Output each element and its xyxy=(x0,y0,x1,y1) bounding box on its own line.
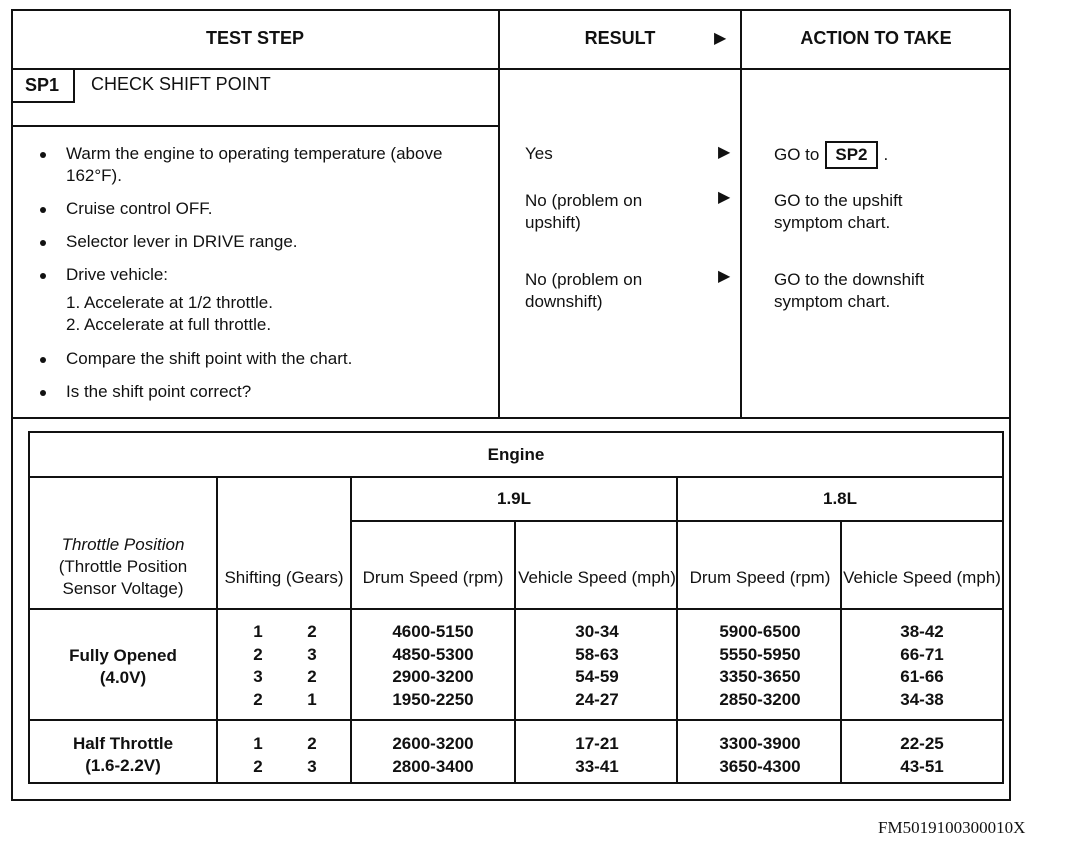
arrow-right-icon: ▶ xyxy=(714,30,727,47)
drum-speed-1-8l-values: 3300-3900 3650-4300 xyxy=(719,734,801,776)
shift-from-gears: 1 2 xyxy=(253,734,263,776)
list-item: Warm the engine to operating temperature (above 162°F). xyxy=(38,143,488,187)
substeps: 1. Accelerate at 1/2 throttle. 2. Accelerate at full throttle. xyxy=(66,293,273,334)
column-divider xyxy=(740,9,742,419)
list-item: Selector lever in DRIVE range. xyxy=(38,231,488,253)
row-divider xyxy=(30,608,1002,610)
step-code: SP1 xyxy=(11,70,75,103)
shift-to-gears: 2 3 2 1 xyxy=(307,622,317,709)
result-yes: Yes xyxy=(525,144,553,163)
row-divider xyxy=(30,719,1002,721)
header-action: ACTION TO TAKE xyxy=(741,9,1011,70)
drum-speed-1-9l-values: 2600-3200 2800-3400 xyxy=(392,734,474,776)
drum-speed-1-9l-values: 4600-5150 4850-5300 2900-3200 1950-2250 xyxy=(392,622,474,709)
action-downshift: GO to the downshift symptom chart. xyxy=(774,270,925,311)
col-divider xyxy=(216,478,218,782)
arrow-right-icon: ▶ xyxy=(718,189,731,206)
vehicle-speed-1-8l-values: 22-25 43-51 xyxy=(900,734,944,776)
list-item: Cruise control OFF. xyxy=(38,198,488,220)
throttle-fully-opened: Fully Opened (4.0V) xyxy=(69,646,177,687)
list-item: Is the shift point correct? xyxy=(38,381,488,403)
col-throttle-position: Throttle Position (Throttle Position Sensor Voltage) xyxy=(58,535,188,598)
engine-header: Engine xyxy=(487,444,545,464)
figure-code: FM5019100300010X xyxy=(878,818,1026,837)
arrow-right-icon: ▶ xyxy=(718,144,731,161)
list-item: Drive vehicle: xyxy=(38,264,488,286)
shift-point-table xyxy=(28,431,1004,784)
drum-speed-1-8l-values: 5900-6500 5550-5950 3350-3650 2850-3200 xyxy=(719,622,801,709)
section-divider xyxy=(11,417,1011,419)
shift-to-gears: 2 3 xyxy=(307,734,317,776)
vehicle-speed-1-8l-values: 38-42 66-71 61-66 34-38 xyxy=(900,622,944,709)
vehicle-speed-1-9l-values: 30-34 58-63 54-59 24-27 xyxy=(575,622,619,709)
result-no-upshift: No (problem on upshift) xyxy=(525,191,643,232)
col-drum-speed-1-8l: Drum Speed (rpm) xyxy=(689,568,831,587)
list-item: Compare the shift point with the chart. xyxy=(38,348,488,370)
engine-size-1-9l: 1.9L xyxy=(496,489,532,508)
col-shifting: Shifting (Gears) xyxy=(224,568,344,587)
col-drum-speed-1-9l: Drum Speed (rpm) xyxy=(362,568,504,587)
arrow-right-icon: ▶ xyxy=(718,268,731,285)
header-result: RESULT xyxy=(499,9,741,70)
col-vehicle-speed-1-9l: Vehicle Speed (mph) xyxy=(518,568,676,587)
action-upshift: GO to the upshift symptom chart. xyxy=(774,191,903,232)
col-vehicle-speed-1-8l: Vehicle Speed (mph) xyxy=(843,568,1001,587)
step-instructions xyxy=(38,143,488,414)
engine-size-1-8l: 1.8L xyxy=(822,489,858,508)
throttle-half: Half Throttle (1.6-2.2V) xyxy=(72,734,174,775)
action-go-sp2: GO to SP2 . xyxy=(774,141,1004,169)
header-test-step: TEST STEP xyxy=(11,9,499,70)
step-title: CHECK SHIFT POINT xyxy=(91,74,271,94)
vehicle-speed-1-9l-values: 17-21 33-41 xyxy=(575,734,619,776)
step-title-row xyxy=(11,70,499,127)
result-no-downshift: No (problem on downshift) xyxy=(525,270,643,311)
sp2-reference[interactable]: SP2 xyxy=(825,141,877,169)
shift-from-gears: 1 2 3 2 xyxy=(253,622,263,709)
